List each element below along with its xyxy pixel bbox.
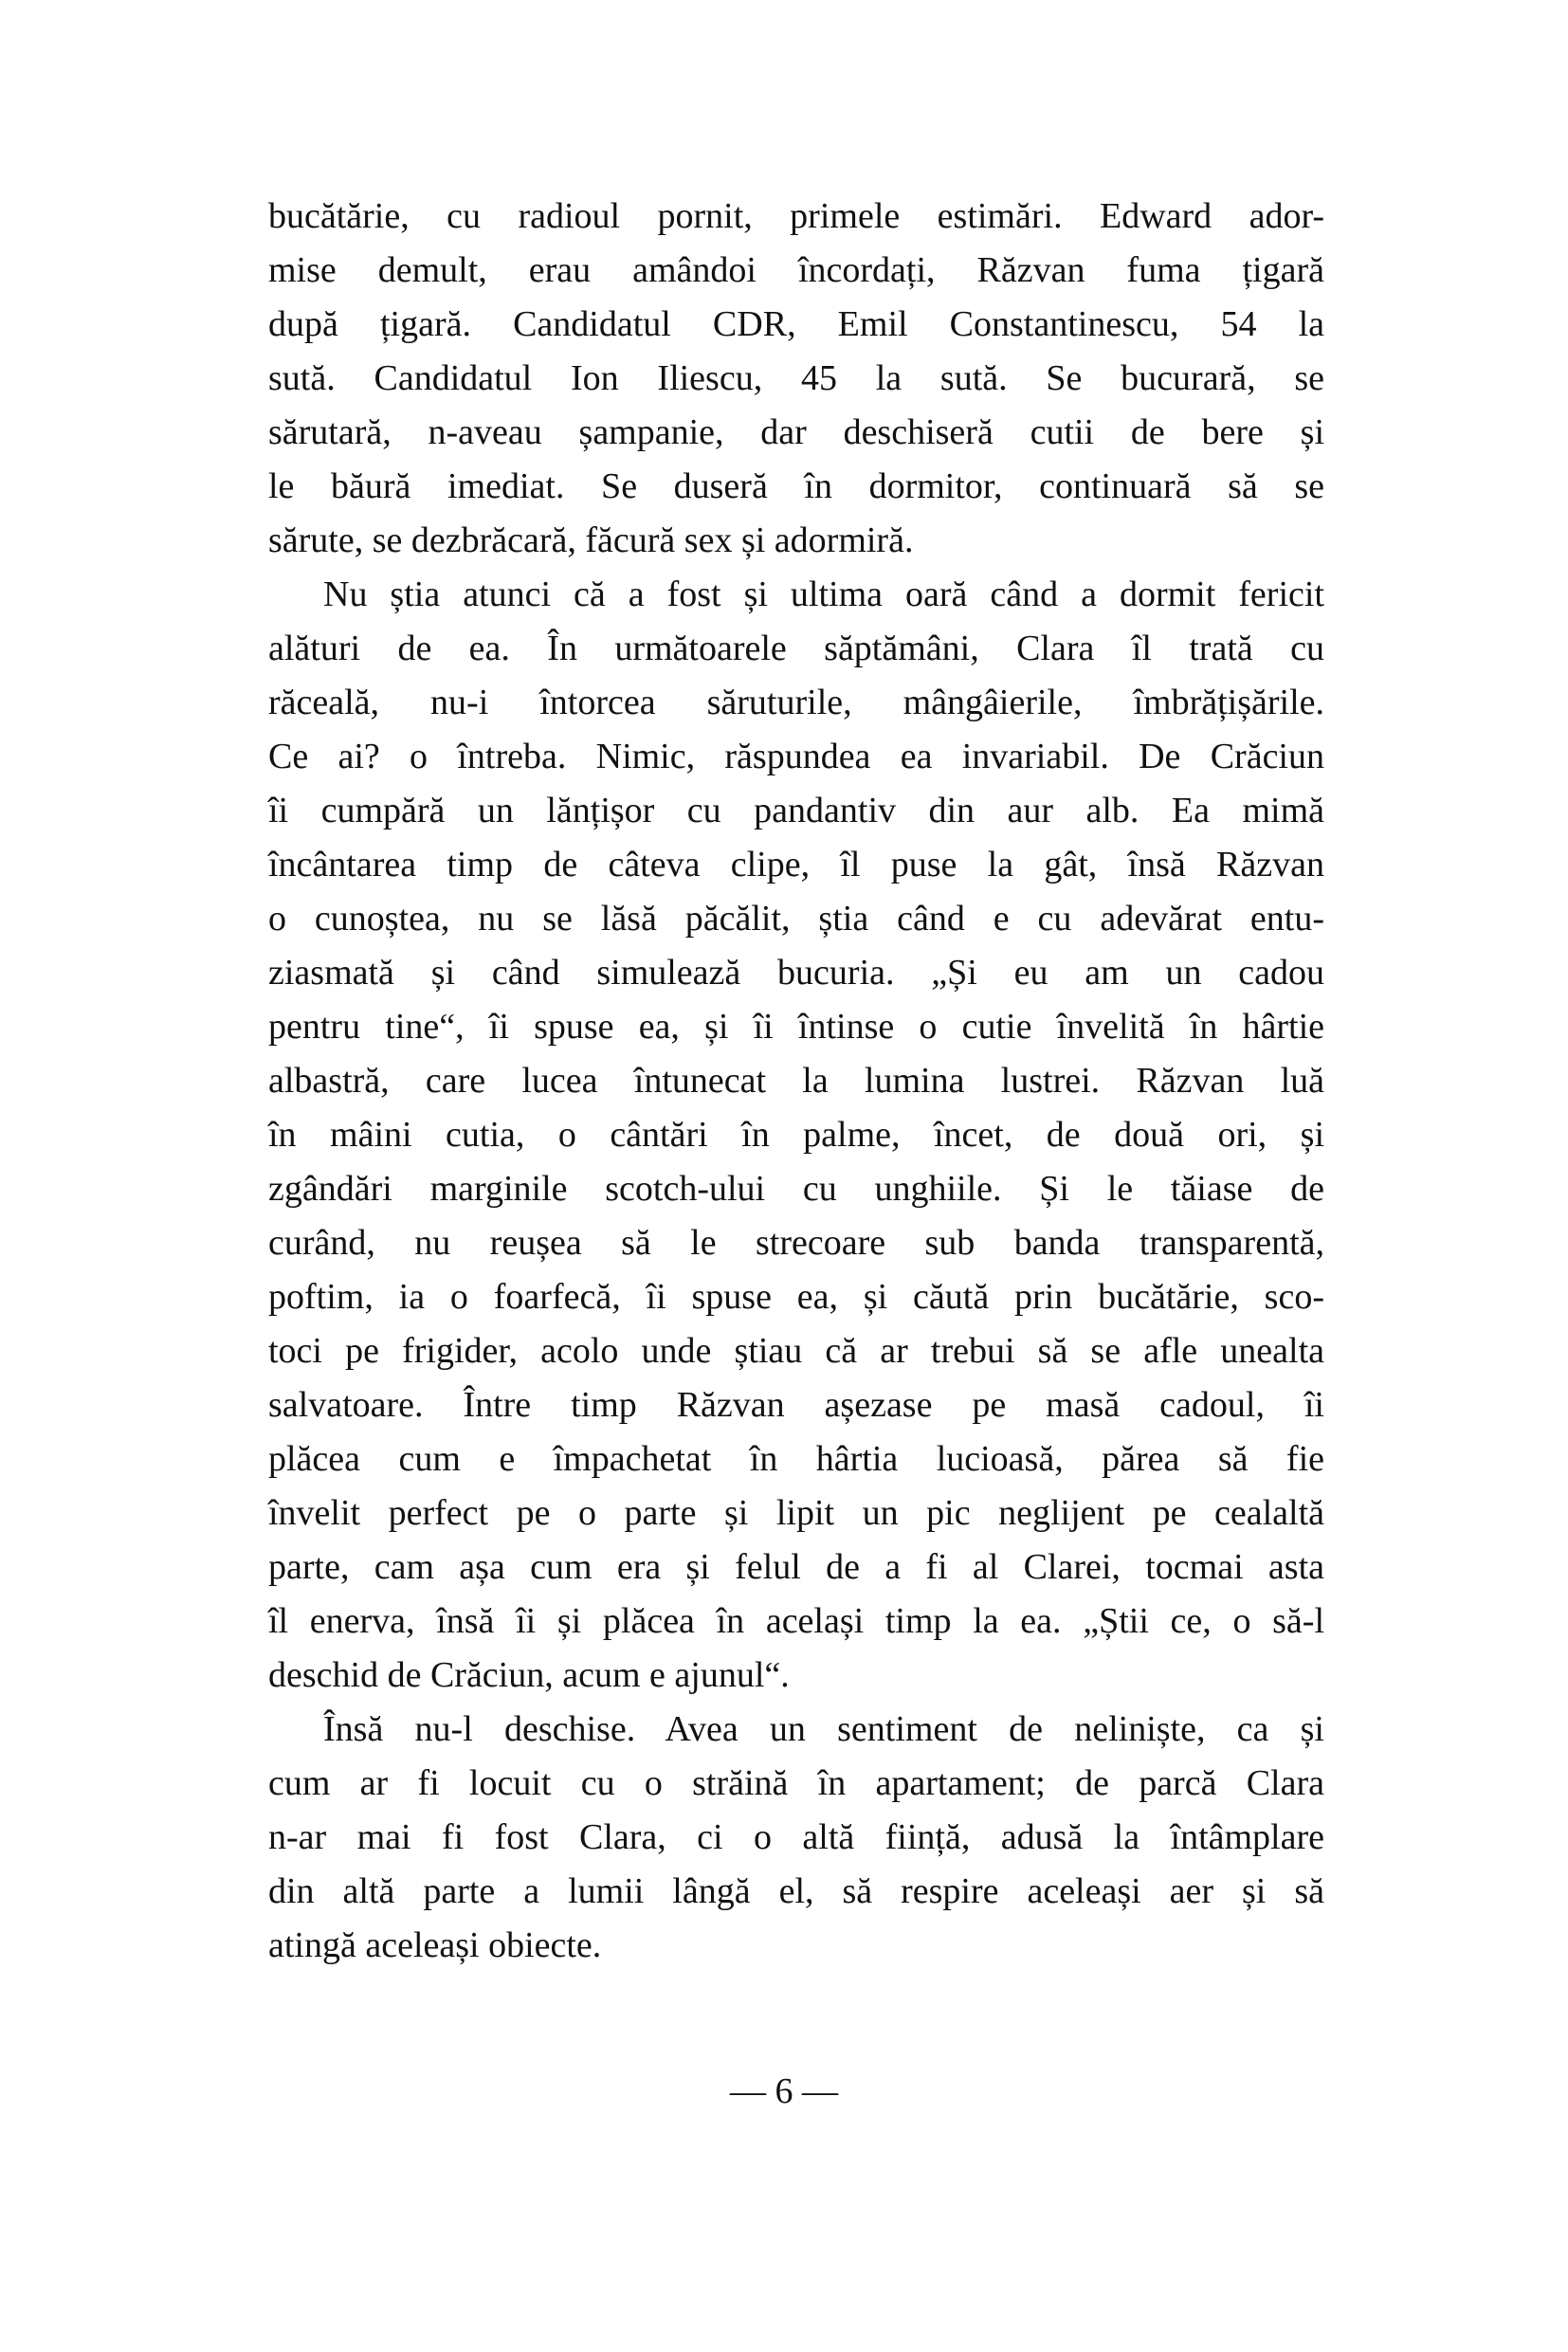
text-line: n-ar mai fi fost Clara, ci o altă ființă, adusă la întâmplare: [268, 1817, 1324, 1857]
text-line: Ce ai? o întreba. Nimic, răspundea ea invariabil. De Crăciun: [268, 737, 1324, 776]
text-line: Însă nu-l deschise. Avea un sentiment de neliniște, ca și: [323, 1709, 1324, 1749]
text-line: salvatoare. Între timp Răzvan așezase pe masă cadoul, îi: [268, 1385, 1324, 1425]
text-line: ziasmată și când simulează bucuria. „Și eu am un cadou: [268, 953, 1324, 993]
text-line: în mâini cutia, o cântări în palme, încet, de două ori, și: [268, 1115, 1324, 1155]
page-number: — 6 —: [730, 2071, 838, 2111]
text-line: zgândări marginile scotch-ului cu unghiile. Și le tăiase de: [268, 1169, 1324, 1209]
text-line: curând, nu reușea să le strecoare sub banda transparentă,: [268, 1223, 1324, 1263]
text-line: Nu știa atunci că a fost și ultima oară când a dormit fericit: [323, 574, 1324, 614]
text-line: încântarea timp de câteva clipe, îl puse la gât, însă Răzvan: [268, 845, 1324, 884]
text-line: le băură imediat. Se duseră în dormitor, continuară să se: [268, 466, 1324, 506]
text-line: mise demult, erau amândoi încordați, Răzvan fuma țigară: [268, 250, 1324, 290]
text-line: parte, cam așa cum era și felul de a fi al Clarei, tocmai asta: [268, 1547, 1324, 1587]
text-line: deschid de Crăciun, acum e ajunul“.: [268, 1655, 790, 1695]
text-line: sută. Candidatul Ion Iliescu, 45 la sută. Se bucurară, se: [268, 358, 1324, 398]
paragraph: [268, 1703, 1324, 1973]
text-line: alături de ea. În următoarele săptămâni, Clara îl trată cu: [268, 629, 1324, 668]
paragraph: [268, 190, 1324, 568]
text-line: o cunoștea, nu se lăsă păcălit, știa când e cu adevărat entu-: [268, 899, 1324, 939]
text-line: bucătărie, cu radioul pornit, primele estimări. Edward ador-: [268, 196, 1324, 236]
text-line: toci pe frigider, acolo unde știau că ar trebui să se afle unealta: [268, 1331, 1324, 1371]
body-text: [268, 190, 1324, 1973]
paragraph: [268, 568, 1324, 1703]
text-line: sărutară, n-aveau șampanie, dar deschiseră cutii de bere și: [268, 412, 1324, 452]
text-line: poftim, ia o foarfecă, îi spuse ea, și căută prin bucătărie, sco-: [268, 1277, 1324, 1317]
text-line: îl enerva, însă îi și plăcea în același timp la ea. „Știi ce, o să-l: [268, 1601, 1324, 1641]
text-line: învelit perfect pe o parte și lipit un pic neglijent pe cealaltă: [268, 1493, 1324, 1533]
text-line: pentru tine“, îi spuse ea, și îi întinse o cutie învelită în hârtie: [268, 1007, 1324, 1047]
text-line: răceală, nu-i întorcea săruturile, mângâierile, îmbrățișările.: [268, 683, 1324, 722]
text-line: din altă parte a lumii lângă el, să respire aceleași aer și să: [268, 1871, 1324, 1911]
text-line: după țigară. Candidatul CDR, Emil Constantinescu, 54 la: [268, 304, 1324, 344]
text-line: albastră, care lucea întunecat la lumina lustrei. Răzvan luă: [268, 1061, 1324, 1101]
text-line: atingă aceleași obiecte.: [268, 1925, 602, 1965]
text-line: sărute, se dezbrăcară, făcură sex și adormiră.: [268, 520, 914, 560]
text-line: îi cumpără un lănțișor cu pandantiv din aur alb. Ea mimă: [268, 791, 1324, 830]
text-line: plăcea cum e împachetat în hârtia lucioasă, părea să fie: [268, 1439, 1324, 1479]
text-line: cum ar fi locuit cu o străină în apartament; de parcă Clara: [268, 1763, 1324, 1803]
